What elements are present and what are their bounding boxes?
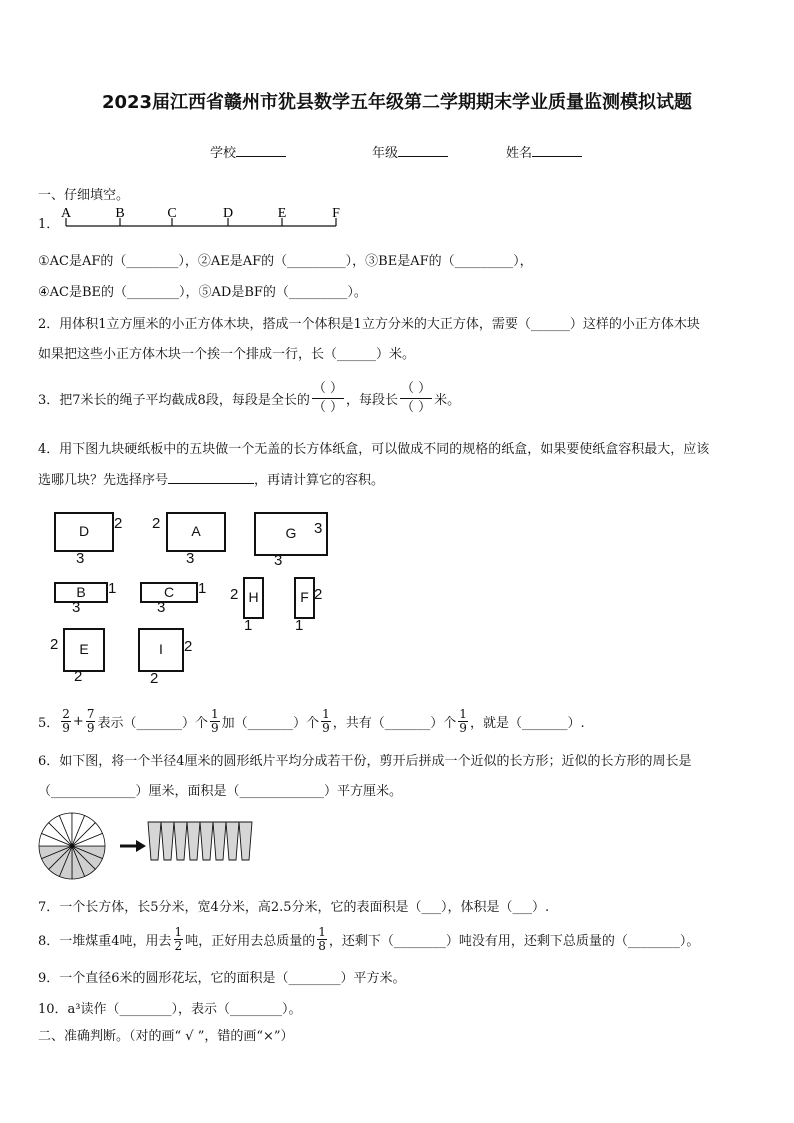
q5-fb-num: 7 xyxy=(86,706,95,721)
q8-f2-num: 1 xyxy=(318,924,326,939)
q8-text-b: 吨，正好用去总质量的 xyxy=(185,933,316,949)
q5-fraction-b xyxy=(86,708,96,735)
board-height-label: 2 xyxy=(152,515,161,532)
q5-text-1: 表示（_______）个 xyxy=(97,715,208,731)
board-width-label: 3 xyxy=(157,599,166,616)
rectangle-strip xyxy=(200,822,213,860)
q5-unit-2 xyxy=(321,708,331,735)
board-width-label: 1 xyxy=(295,617,304,634)
board-label: B xyxy=(76,583,86,600)
section-1-heading: 一、仔细填空。 xyxy=(38,188,130,203)
divided-circle xyxy=(39,813,105,879)
q3 xyxy=(38,376,460,420)
board-height-label: 3 xyxy=(314,520,323,537)
q3-frac2-num: （ ） xyxy=(400,380,432,399)
approx-rectangle xyxy=(148,822,252,860)
board-width-label: 3 xyxy=(76,550,85,567)
q3-fraction-2 xyxy=(400,380,432,417)
board-label: E xyxy=(79,641,89,657)
board-c xyxy=(140,582,198,603)
board-a xyxy=(166,512,226,552)
q8-f1-den: 2 xyxy=(174,938,183,953)
q4-text-a: 选哪几块？先选择序号 xyxy=(38,473,169,488)
board-height-label: 2 xyxy=(230,586,239,603)
rectangle-strip xyxy=(187,822,200,860)
q8-fraction-2 xyxy=(317,926,327,953)
rectangle-strip xyxy=(226,822,239,860)
q5-fa-den: 9 xyxy=(62,720,70,735)
q5-u1-num: 1 xyxy=(210,706,219,721)
q5 xyxy=(38,704,585,738)
q5-u3-den: 9 xyxy=(459,720,467,735)
board-label: C xyxy=(163,583,175,600)
board-height-label: 2 xyxy=(50,636,59,653)
board-label: D xyxy=(78,523,90,539)
arrow-icon xyxy=(120,840,146,852)
board-label: G xyxy=(285,525,297,541)
board-height-label: 2 xyxy=(114,515,123,532)
q2-line-2: 如果把这些小正方体木块一个挨一个排成一行，长（______）米。 xyxy=(38,347,416,362)
q5-plus: + xyxy=(72,713,84,729)
school-field xyxy=(210,142,286,161)
name-field xyxy=(506,142,582,161)
board-width-label: 2 xyxy=(150,670,159,687)
q1-point-b: B xyxy=(115,206,125,221)
q3-frac1-num: （ ） xyxy=(312,380,344,399)
q5-u2-den: 9 xyxy=(322,720,330,735)
q3-text-c: 米。 xyxy=(434,392,461,408)
rectangle-strip xyxy=(161,822,174,860)
q5-text-4: ，就是（_______）. xyxy=(469,715,585,731)
page-title: 2023届江西省赣州市犹县数学五年级第二学期期末学业质量监测模拟试题 xyxy=(101,92,693,113)
q3-text-b: ，每段长 xyxy=(345,392,398,408)
board-width-label: 3 xyxy=(186,550,195,567)
grade-label: 年级 xyxy=(372,146,399,161)
q10: 10．a³读作（________），表示（________）。 xyxy=(38,1002,302,1017)
q2-line-1: 2．用体积1立方厘米的小正方体木块，搭成一个体积是1立方分米的大正方体，需要（______）这样的小正方体木块 xyxy=(38,317,700,332)
q5-u1-den: 9 xyxy=(210,720,219,735)
q1-line-2: ④AC是BE的（________），⑤AD是BF的（_________）。 xyxy=(38,285,367,300)
q5-text-2: 加（_______）个 xyxy=(221,715,320,731)
q1-point-c: C xyxy=(167,206,177,221)
q3-frac1-den: （ ） xyxy=(312,399,343,415)
board-height-label: 1 xyxy=(198,580,207,597)
q1-point-d: D xyxy=(222,206,234,221)
board-h xyxy=(243,577,264,619)
q1-point-a: A xyxy=(60,206,72,221)
rectangle-strip xyxy=(174,822,187,860)
q8-f1-num: 1 xyxy=(174,924,183,939)
q5-text-3: ，共有（_______）个 xyxy=(332,715,457,731)
q1-number: 1． xyxy=(38,217,60,232)
q1-point-f: F xyxy=(332,206,340,221)
name-label: 姓名 xyxy=(506,146,533,161)
q3-frac2-den: （ ） xyxy=(400,399,432,415)
q8 xyxy=(38,922,699,956)
q4-line-2 xyxy=(38,469,384,488)
rectangle-strip xyxy=(239,822,252,860)
q5-number: 5． xyxy=(38,715,60,731)
board-label: H xyxy=(248,589,259,605)
q6-line-1: 6．如下图，将一个半径4厘米的圆形纸片平均分成若干份，剪开后拼成一个近似的长方形；近似的长方形的周长是 xyxy=(38,754,692,769)
q5-fraction-a xyxy=(61,708,71,735)
board-i xyxy=(138,628,184,672)
board-label: F xyxy=(300,589,309,605)
q3-fraction-1 xyxy=(312,380,344,417)
section-2-heading: 二、准确判断。（对的画“ √ ”，错的画“×”） xyxy=(38,1029,294,1044)
q5-u3-num: 1 xyxy=(459,706,467,721)
q3-text-a: 3．把7米长的绳子平均截成8段，每段是全长的 xyxy=(38,392,310,408)
q4-text-b: ，再请计算它的容积。 xyxy=(254,473,385,488)
q6-line-2: （_____________）厘米，面积是（_____________）平方厘米。 xyxy=(38,784,403,799)
q4-line-1: 4．用下图九块硬纸板中的五块做一个无盖的长方体纸盒，可以做成不同的规格的纸盒，如果要使纸盒容积最大，应该 xyxy=(38,442,710,457)
board-width-label: 2 xyxy=(74,668,83,685)
board-width-label: 3 xyxy=(72,599,81,616)
q5-fb-den: 9 xyxy=(86,720,95,735)
q5-unit-3 xyxy=(458,708,468,735)
q8-f2-den: 8 xyxy=(318,938,326,953)
board-width-label: 3 xyxy=(274,552,283,569)
board-b xyxy=(54,582,108,603)
q8-text-c: ，还剩下（________）吨没有用，还剩下总质量的（________）。 xyxy=(328,933,700,949)
q5-unit-1 xyxy=(210,708,220,735)
q9: 9．一个直径6米的圆形花坛，它的面积是（________）平方米。 xyxy=(38,971,406,986)
q6-circle-to-rectangle-figure xyxy=(36,808,266,884)
board-e xyxy=(63,628,105,672)
board-width-label: 1 xyxy=(244,617,253,634)
rectangle-strip xyxy=(148,822,161,860)
q1-segment-diagram xyxy=(58,204,348,232)
board-f xyxy=(294,577,315,619)
board-label: I xyxy=(159,641,163,657)
q5-u2-num: 1 xyxy=(322,706,330,721)
board-d xyxy=(54,512,114,552)
q5-fa-num: 2 xyxy=(62,706,70,721)
board-height-label: 2 xyxy=(314,586,323,603)
school-label: 学校 xyxy=(210,146,237,161)
board-height-label: 2 xyxy=(184,638,193,655)
q7: 7．一个长方体，长5分米，宽4分米，高2.5分米，它的表面积是（___），体积是（___）. xyxy=(38,900,550,915)
rectangle-strip xyxy=(213,822,226,860)
q1-point-e: E xyxy=(277,206,287,221)
q8-text-a: 8．一堆煤重4吨，用去 xyxy=(38,933,172,949)
q8-fraction-1 xyxy=(174,926,184,953)
board-label: A xyxy=(191,523,201,539)
board-height-label: 1 xyxy=(108,580,117,597)
q1-line-1: ①AC是AF的（________），②AE是AF的（_________），③BE是AF的（_________）， xyxy=(38,254,533,269)
grade-field xyxy=(372,142,448,161)
